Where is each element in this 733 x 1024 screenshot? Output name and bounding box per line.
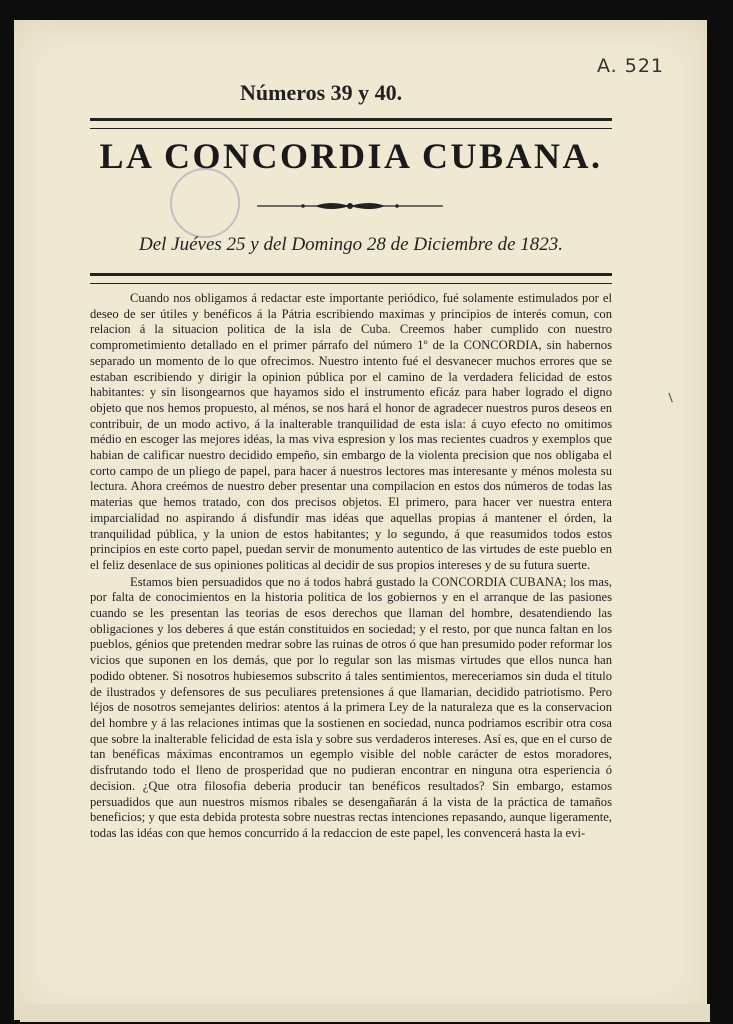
header-rule-top xyxy=(90,118,612,129)
issue-numbers: Números 39 y 40. xyxy=(240,80,403,105)
article-paragraph: Cuando nos obligamos á redactar este importante periódico, fué solamente estimulados por el deseo de ser útiles y benéficos á la Pátria escribiendo maximas y principios de interés comun, con relacion á la situacion politica de la isla de Cuba. Creemos haber cumplido con nuestro comprometimiento detallado en el primer párrafo del número 1º de la CONCORDIA, sin habernos separado un momento de lo que ofrecimos. Nuestro intento fué el desvanecer muchos errores que se estaban escribiendo y dirigir la opinion pública por el camino de la verdadera felicidad de estos habitantes: y sin lisongearnos que hayamos sido el instrumento eficáz para haber logrado el digno objeto que nos hemos propuesto, al ménos, se nos hará el honor de agradecer nuestros puros deseos en contribuir, de un modo activo, á la inalterable tranquilidad de esta isla: á cuyo efecto no omitimos médio en escoger las mejores idéas, la mas viva espresion y los mas recientes cuadros y exemplos que habian de calificar nuestro decidido empeño, sin embargo de la violenta precision que nos obligaba el corto campo de un pliego de papel, para hacer á nuestros lectores mas interesante y ménos molesta su lectura. Ahora creémos de nuestro deber presentar una compilacion en estos dos números de todas las materias que hemos tratado, con dos precisos objetos. El primero, para hacer ver nuestra entera imparcialidad no aspirando á disfundir mas idéas que aquellas propias á mantener el órden, la tranquilidad pública, y la union de estos habitantes; y lo segundo, á que reasumidos todos estos principios en este corto papel, puedan servir de monumento autentico de las virtudes de este pueblo en el feliz desenlace de sus opiniones politicas al decidir de sus propios intereses y de su futura suerte. xyxy=(90,291,612,572)
handwritten-call-number: A. 521 xyxy=(597,55,665,77)
article-paragraph: Estamos bien persuadidos que no á todos habrá gustado la CONCORDIA CUBANA; los mas, por falta de conocimientos en la historia politica de los gobiernos y en el arranque de las pasiones cuando se les presentan las teorias de esos derechos que llaman del hombre, desatendiendo las obligaciones y los deberes á que están constituidos en sociedad; y el resto, por que nunca faltan en los pueblos, génios que pretenden medrar sobre las ruinas de otros ó que han presumido poder reformar los vicios que suponen en los demás, que por lo regular son las mismas virtudes que ellos nunca han podido obtener. Si nosotros hubiesemos subscrito á tales sentimientos, mereceriamos sin duda el titulo de ilustrados y defensores de sus peculiares pretensiones á que llamarian, decidido patriotismo. Pero léjos de nosotros semejantes delirios: atentos á la primera Ley de la naturaleza que es la conservacion del hombre y á las relaciones intimas que la sostienen en sociedad, nunca podriamos escribir otra cosa que sobre la inalterable felicidad de esta isla y sobre sus verdaderos intereses. Así es, que en el curso de tan benéficas máximas encontramos un egemplo visible del noble carácter de estos moradores, disfrutando todo el lleno de prosperidad que no pudieran encontrar en ninguna otra esperiencia ó decision. ¿Que otra filosofia deberia producir tan benéficos resultados? Sin embargo, estamos persuadidos que aun nuestros mismos ribales se desengañarán á la vista de la práctica de tamaños beneficios; y que esta debida protesta sobre nuestras rectas intenciones repasando, aunque ligeramente, todas las idéas con que hemos concurrido á la redaccion de este papel, les convencerá hasta la evi- xyxy=(90,574,612,840)
masthead-title: LA CONCORDIA CUBANA. xyxy=(99,136,603,176)
library-stamp xyxy=(170,168,240,238)
date-line: Del Juéves 25 y del Domingo 28 de Diciembre de 1823. xyxy=(138,234,564,255)
ornament-divider-icon xyxy=(255,199,445,213)
article-body xyxy=(90,291,612,842)
header-rule-bottom xyxy=(90,273,612,284)
underlying-sheet-edge xyxy=(20,1004,710,1022)
